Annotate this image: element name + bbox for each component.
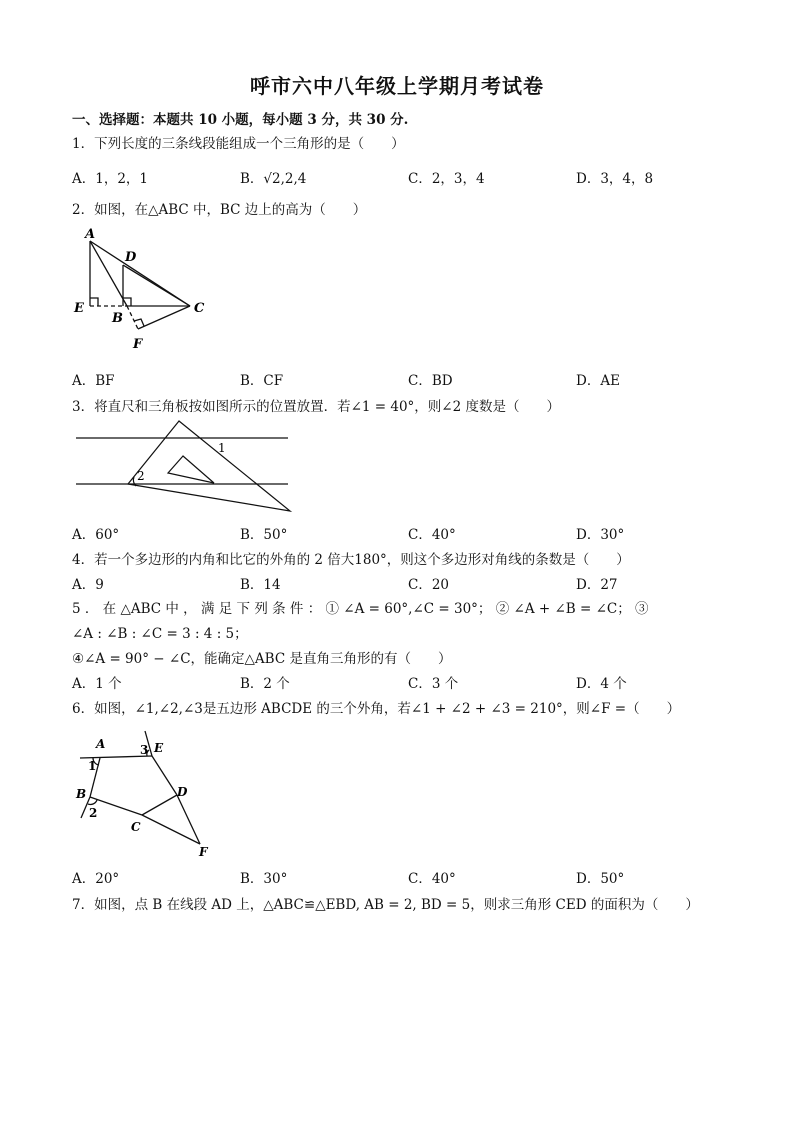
q6-label-b: B (76, 787, 87, 801)
question-4-option-d[interactable]: D．27 (576, 577, 618, 593)
question-4-stem: 4．若一个多边形的内角和比它的外角的 2 倍大180°，则这个多边形对角线的条数是（ ） (72, 552, 630, 568)
q6-label-d: D (177, 785, 188, 799)
question-5-option-b[interactable]: B．2 个 (240, 676, 290, 692)
question-3-option-d[interactable]: D．30° (576, 527, 625, 543)
q6-label-2: 2 (89, 806, 98, 820)
question-2-stem: 2．如图，在△ABC 中，BC 边上的高为（ ） (72, 202, 367, 218)
question-5-option-a[interactable]: A．1 个 (72, 676, 122, 692)
question-6-stem: 6．如图，∠1,∠2,∠3是五边形 ABCDE 的三个外角，若∠1 + ∠2 + ∠3 = 210°，则∠F =（ ） (72, 701, 681, 717)
question-3-stem: 3．将直尺和三角板按如图所示的位置放置．若∠1 = 40°，则∠2 度数是（ ） (72, 399, 561, 415)
q2-label-c: C (194, 301, 205, 316)
question-4-option-b[interactable]: B．14 (240, 577, 281, 593)
question-2-option-a[interactable]: A．BF (72, 373, 115, 389)
question-1-option-c[interactable]: C．2，3，4 (408, 171, 485, 187)
question-1-option-d[interactable]: D．3，4，8 (576, 171, 654, 187)
question-2-figure (70, 225, 220, 355)
question-5-option-c[interactable]: C．3 个 (408, 676, 459, 692)
q6-label-c: C (131, 820, 141, 834)
question-3-option-c[interactable]: C．40° (408, 527, 456, 543)
question-3-option-a[interactable]: A．60° (72, 527, 120, 543)
question-4-option-a[interactable]: A．9 (72, 577, 104, 593)
question-1-option-a[interactable]: A．1，2，1 (72, 171, 149, 187)
q2-label-e: E (74, 301, 84, 316)
exam-title: 呼市六中八年级上学期月考试卷 (250, 74, 544, 98)
section-heading: 一、选择题：本题共 10 小题，每小题 3 分，共 30 分. (72, 112, 409, 128)
q2-label-b: B (112, 311, 123, 326)
question-5-stem-line-1: 5 ． 在 △ABC 中 ， 满 足 下 列 条 件 ： ① ∠A = 60°,∠C = 30°； ② ∠A + ∠B = ∠C； ③ (72, 601, 649, 617)
question-6-option-d[interactable]: D．50° (576, 871, 625, 887)
q6-label-1: 1 (88, 759, 97, 773)
question-3-figure (72, 418, 302, 518)
question-1-option-b[interactable]: B．√2,2,4 (240, 171, 307, 187)
question-2-option-b[interactable]: B．CF (240, 373, 284, 389)
question-5-option-d[interactable]: D．4 个 (576, 676, 627, 692)
question-6-option-b[interactable]: B．30° (240, 871, 288, 887)
question-3-option-b[interactable]: B．50° (240, 527, 288, 543)
question-5-stem-line-2: ∠A : ∠B : ∠C = 3 : 4 : 5； (72, 626, 248, 642)
q6-label-e: E (154, 741, 164, 755)
q2-label-d: D (125, 250, 137, 265)
q2-label-f: F (133, 337, 143, 352)
question-2-option-c[interactable]: C．BD (408, 373, 453, 389)
question-1-stem: 1．下列长度的三条线段能组成一个三角形的是（ ） (72, 136, 405, 152)
q6-label-f: F (199, 845, 208, 859)
question-6-option-c[interactable]: C．40° (408, 871, 456, 887)
q3-angle-2-label: 2 (137, 469, 145, 483)
question-5-stem-line-3: ④∠A = 90° − ∠C，能确定△ABC 是直角三角形的有（ ） (72, 651, 452, 667)
q6-label-a: A (96, 737, 106, 751)
q6-label-3: 3 (140, 743, 149, 757)
q2-label-a: A (85, 227, 96, 242)
q3-angle-1-label: 1 (218, 441, 226, 455)
question-6-option-a[interactable]: A．20° (72, 871, 120, 887)
question-7-stem: 7．如图，点 B 在线段 AD 上，△ABC≌△EBD, AB = 2, BD = 5，则求三角形 CED 的面积为（ ） (72, 897, 699, 913)
question-6-figure (72, 725, 222, 860)
question-2-option-d[interactable]: D．AE (576, 373, 620, 389)
question-4-option-c[interactable]: C．20 (408, 577, 450, 593)
